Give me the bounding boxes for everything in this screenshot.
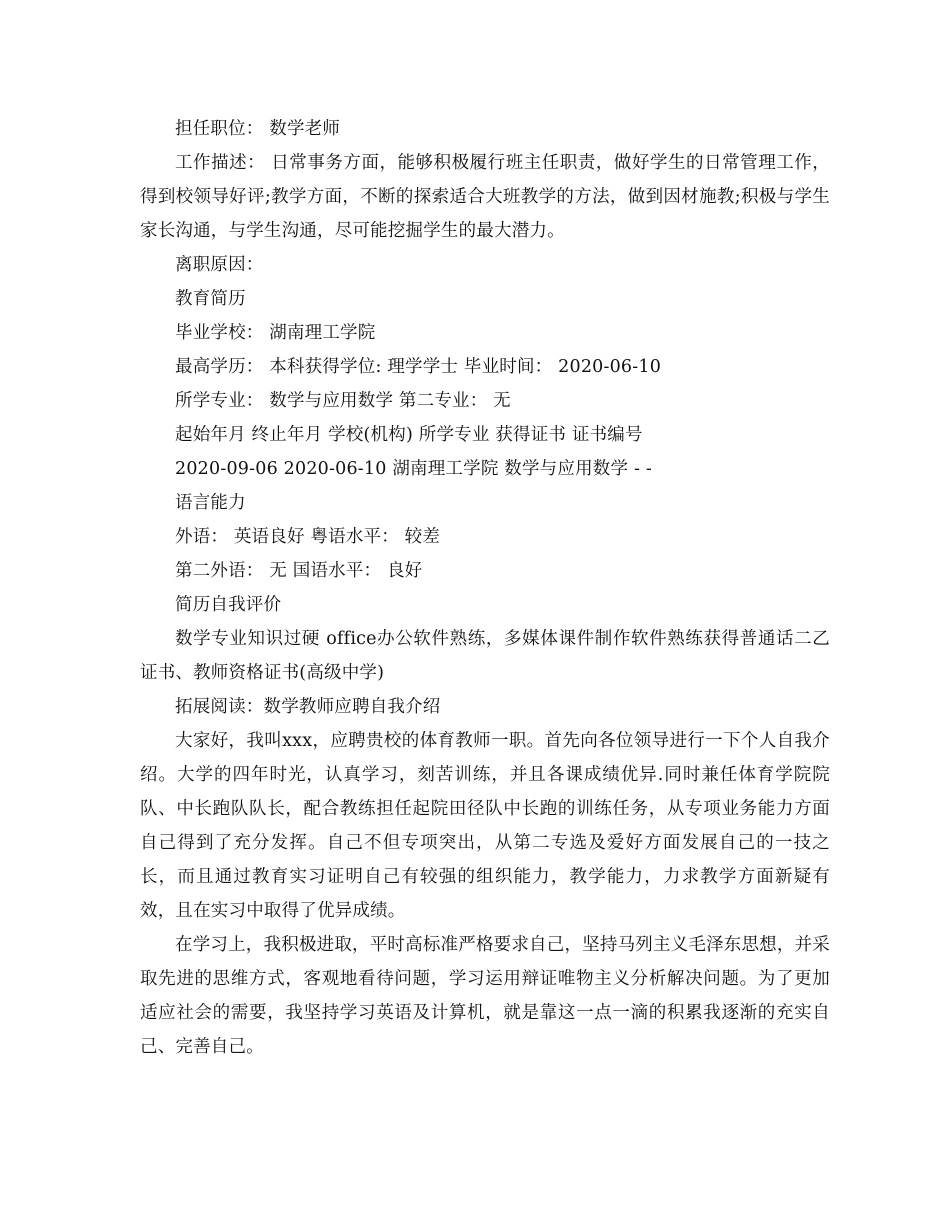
education-heading: 教育简历 [175, 289, 246, 309]
job-description-paragraph: 工作描述： 日常事务方面，能够积极履行班主任职责，做好学生的日常管理工作，得到校领导好评;教学方面，不断的探索适合大班教学的方法，做到因材施教;积极与学生家长沟通，与学生沟通，尽可能挖掘学生的最大潜力。 [140, 153, 830, 241]
language-heading: 语言能力 [175, 493, 246, 513]
job-position-line: 担任职位： 数学老师 [175, 119, 341, 139]
document-body [140, 112, 830, 1064]
education-table-header: 起始年月 终止年月 学校(机构) 所学专业 获得证书 证书编号 [175, 425, 643, 445]
second-language-line: 第二外语： 无 国语水平： 良好 [175, 561, 423, 581]
leave-reason-line: 离职原因： [175, 255, 264, 275]
major-line: 所学专业： 数学与应用数学 第二专业： 无 [175, 391, 511, 411]
self-evaluation-heading: 简历自我评价 [175, 595, 282, 615]
education-table-row: 2020-09-06 2020-06-10 湖南理工学院 数学与应用数学 - - [175, 459, 652, 479]
highest-degree-line: 最高学历： 本科获得学位: 理学学士 毕业时间： 2020-06-10 [175, 357, 662, 377]
introduction-paragraph: 大家好，我叫xxx，应聘贵校的体育教师一职。首先向各位领导进行一下个人自我介绍。大学的四年时光，认真学习，刻苦训练，并且各课成绩优异.同时兼任体育学院院队、中长跑队队长，配合教练担任起院田径队中长跑的训练任务，从专项业务能力方面自己得到了充分发挥。自己不但专项突出，从第二专选及爱好方面发展自己的一技之长，而且通过教育实习证明自己有较强的组织能力，教学能力，力求教学方面新疑有效，且在实习中取得了优异成绩。 [140, 731, 830, 921]
self-evaluation-paragraph: 数学专业知识过硬 office办公软件熟练，多媒体课件制作软件熟练获得普通话二乙证书、教师资格证书(高级中学) [140, 629, 830, 683]
foreign-language-line: 外语： 英语良好 粤语水平： 较差 [175, 527, 441, 547]
study-paragraph: 在学习上，我积极进取，平时高标准严格要求自己，坚持马列主义毛泽东思想，并采取先进的思维方式，客观地看待问题，学习运用辩证唯物主义分析解决问题。为了更加适应社会的需要，我坚持学习英语及计算机，就是靠这一点一滴的积累我逐渐的充实自己、完善自己。 [140, 935, 830, 1057]
graduation-school-line: 毕业学校： 湖南理工学院 [175, 323, 376, 343]
extended-reading-title: 拓展阅读：数学教师应聘自我介绍 [175, 697, 441, 717]
